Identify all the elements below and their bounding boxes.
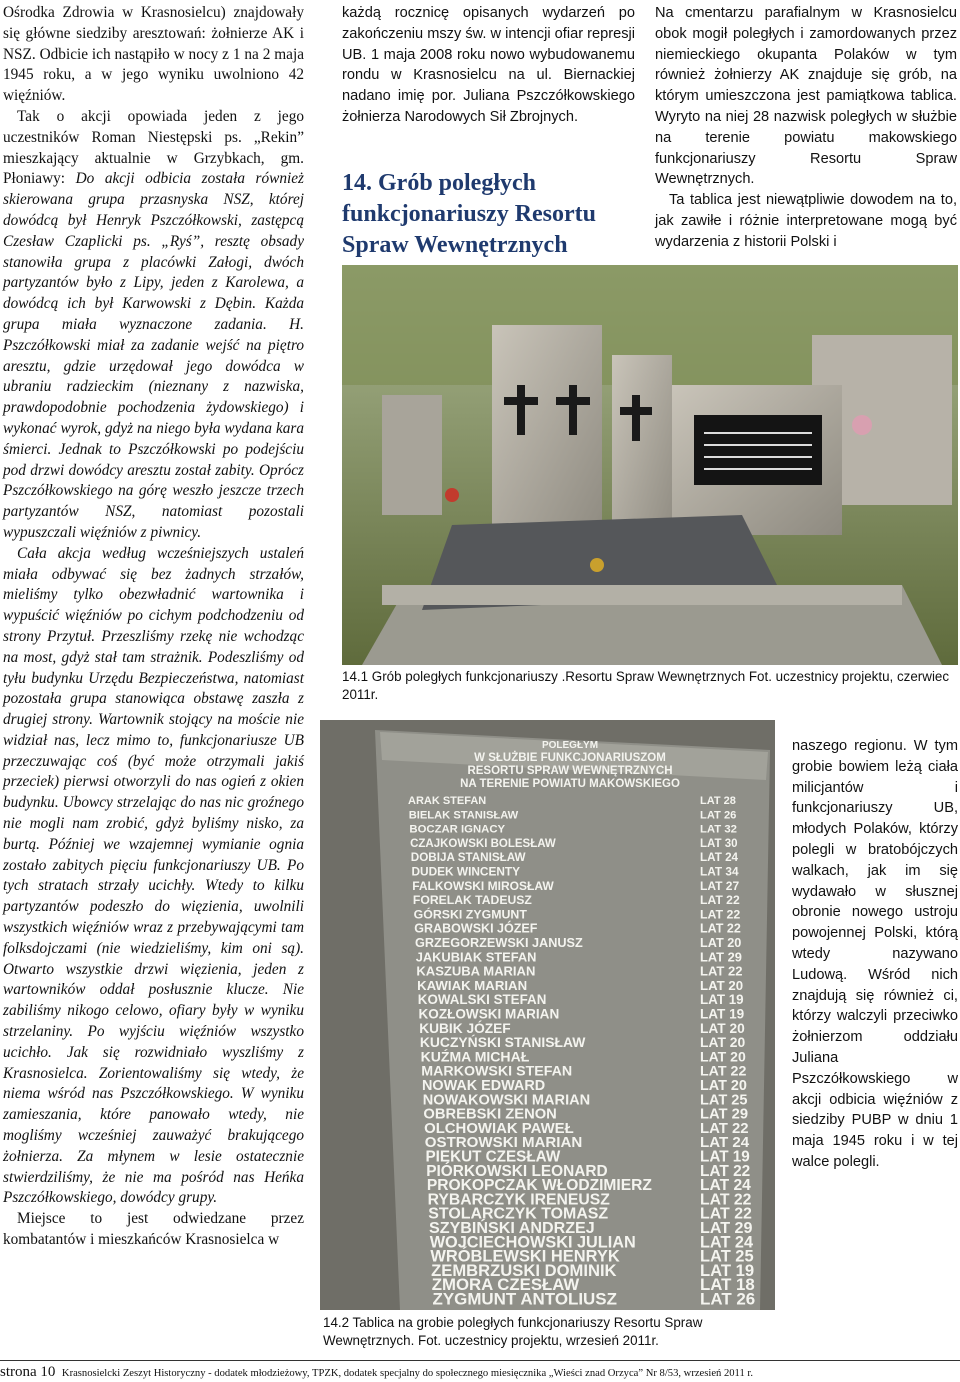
- paragraph: każdą rocznicę opisanych wydarzeń po zakończeniu mszy św. w intencji ofiar represji UB. 1 maja 2008 roku nowo wybudowanemu rondu w Krasnosielcu na ul. Biernackiej nadano imię por. Juliana Pszczółkowskiego żołnierza Narodowych Sił Zbrojnych.: [342, 5, 635, 125]
- plaque-name: WOJCIECHOWSKI JULIAN: [429, 1233, 636, 1252]
- plaque-age: LAT 20: [700, 1078, 747, 1094]
- plaque-age: LAT 25: [700, 1092, 748, 1109]
- plaque-name: ZYGMUNT ANTOLIUSZ: [432, 1289, 617, 1309]
- plaque-name: PROKOPCZAK WŁODZIMIERZ: [426, 1177, 652, 1195]
- plaque-age: LAT 27: [700, 878, 740, 893]
- testimony-intro: Tak o akcji opowiada jeden z jego uczestników Roman Niestępski ps. „Rekin” mieszkający aktualnie w Grzybkach, gm. Płoniawy:: [3, 107, 304, 188]
- paragraph-testimony: [3, 107, 304, 544]
- plaque-age: LAT 18: [700, 1275, 755, 1295]
- plaque-name: SZYBIŃSKI ANDRZEJ: [429, 1219, 595, 1237]
- plaque-age: LAT 29: [700, 949, 742, 965]
- plaque-name: OSTROWSKI MARIAN: [424, 1134, 583, 1152]
- article-column-left: [3, 3, 304, 1251]
- plaque-age: LAT 22: [700, 1205, 752, 1223]
- plaque-name: DUDEK WINCENTY: [411, 864, 521, 879]
- plaque-name: NOWAK EDWARD: [422, 1078, 546, 1094]
- plaque-name: JAKUBIAK STEFAN: [415, 949, 537, 965]
- plaque-name: WRÓBLEWSKI HENRYK: [430, 1247, 620, 1266]
- plaque-name: KUCZYŃSKI STANISŁAW: [419, 1034, 586, 1051]
- plaque-age: LAT 22: [700, 921, 741, 936]
- plaque-name: BOCZAR IGNACY: [409, 823, 506, 836]
- plaque-age: LAT 20: [700, 977, 744, 993]
- plaque-name: KASZUBA MARIAN: [416, 963, 536, 979]
- plaque-name: GRABOWSKI JÓZEF: [414, 921, 538, 936]
- testimony-quote: Do akcji odbicia została również skierowana grupa przasnyska NSZ, której dowódcą był Henryk Pszczółkowski, zastępcą Czesław Czaplicki ps. „Ryś”, resztę obsady stanowiła grupa z placówki Załogi, dwóch partyzantów było z Lipy, jeden z Karolewa, a dowódcą ich był Karwowski z Dębin. Każda grupa miała wyznaczone zadania. H. Pszczółkowski miał za zadanie wejść na piętro aresztu, gdzie urzędował jego dowódca w ubraniu radzieckim (nieznany z nazwiska, prawdopodobnie pochodzenia żydowskiego) i wykonać wyrok, gdyż na niego była wydana kara śmierci. Jednak to Pszczółkowski po podejściu pod drzwi dowódcy aresztu został zabity. Oprócz Pszczółkowskiego na górę weszło jeszcze trzech partyzantów NSZ, natomiast pozostali wypuszczali więźniów z piwnicy.: [3, 170, 304, 541]
- plaque-name: PIÓRKOWSKI LEONARD: [426, 1162, 608, 1180]
- paragraph: Na cmentarzu parafialnym w Krasnosielcu obok mogił poległych i zamordowanych przez niemieckiego okupanta Polaków w tym również żołnierzy AK znajduje się grób, na którym umieszczona jest pamiątkowa tablica. Wyryto na niej 28 nazwisk poległych w służbie na terenie powiatu makowskiego funkcjonariuszy Resortu Spraw Wewnętrznych.: [655, 5, 957, 188]
- plaque-header-line: W SŁUŻBIE FUNKCJONARIUSZOM: [474, 752, 666, 764]
- plaque-illustration: [320, 720, 775, 1310]
- plaque-name: OLCHOWIAK PAWEŁ: [424, 1120, 574, 1137]
- plaque-age: LAT 26: [700, 809, 737, 822]
- heading-line: Spraw Wewnętrznych: [342, 232, 568, 258]
- article-column-middle: [342, 3, 635, 128]
- plaque-name: KOZŁOWSKI MARIAN: [418, 1006, 560, 1022]
- plaque-age: LAT 22: [700, 893, 740, 908]
- section-heading: [342, 168, 642, 261]
- plaque-age: LAT 22: [700, 1162, 751, 1180]
- paragraph: naszego regionu. W tym grobie bowiem leżą ciała milicjantów i funkcjonariuszy UB, młodych Polaków, którzy polegli w bratobójczych walkach, jak im się wydawało w słusznej obronie nowego ustroju powojennej Polski, którą wtedy nazywano Ludową. Wśród nich znajdują się również ci, którzy walczyli przeciwko żołnierzom oddziału Juliana Pszczółkowskiego w akcji odbicia więźniów z siedziby PUBP w dniu 1 maja 1945 roku i w tej walce polegli.: [792, 738, 958, 1170]
- testimony-quote-continued: Cała akcja według wcześniejszych ustaleń miała odbywać się bez żadnych strzałów, mieliśmy tylko obezwładnić wartownika i wypuścić więźniów po cichym podchodzeniu od strony Przytuł. Przeszliśmy rzekę nie wchodząc na most, gdyż stał tam strażnik. Podeszliśmy od tyłu budynku Urzędu Bezpieczeństwa, natomiast pozostała grupa stanowiąca obstawę zaszła z drugiej strony. Wartownik stojący na moście nie widział nas, lecz mimo to, funkcjonariusze UB przeczuwając coś (być może otrzymali jakiś przeciek) pierwsi otworzyli do nas ogień z okien budynku. Ubowcy strzelając do nas nic groźnego nie mogli nam zrobić, gdyż byliśmy nisko, za burtą. Później we wzajemnej wymianie ognia zostało zabitych pięciu funkcjonariuszy UB. Po tych stratach strzały ucichły. Wtedy to kilku partyzantów podeszło do więzienia, uwolnili wszystkich więźniów wraz z przebywającymi tam folksdojczami (nie wiedzieliśmy, kim oni są). Otwarto wszystkie drzwi więzienia, jeden z wartowników oddał posłusznie klucze. Nie zabiliśmy nikogo celowo, ofiary były w wyniku strzelaniny. Po wyjściu więźniów wszystko ucichło. Jak się rozwidniało wyszliśmy z Krasnosielca. Zorientowaliśmy się wtedy, że niema wśród nas Pszczółkowskiego. W wyniku zamieszania, które panowało wtedy, nie mogliśmy wcześniej zauważyć brakującego żołnierza. Za młynem w lesie ostatecznie stwierdziliśmy, że nie ma pośród nas Heńka Pszczółkowskiego, dowódcy grupy.: [3, 544, 304, 1207]
- plaque-age: LAT 20: [700, 1034, 746, 1051]
- plaque-age: LAT 32: [700, 823, 737, 836]
- plaque-age: LAT 22: [700, 1063, 747, 1080]
- plaque-age: LAT 22: [700, 907, 741, 922]
- plaque-age: LAT 19: [700, 992, 744, 1008]
- plaque-name: KUŹMA MICHAŁ: [420, 1048, 530, 1065]
- plaque-age: LAT 20: [700, 1048, 746, 1065]
- plaque-age: LAT 24: [700, 1177, 751, 1195]
- plaque-age: LAT 28: [700, 795, 736, 807]
- plaque-name: STOLARCZYK TOMASZ: [428, 1205, 609, 1223]
- plaque-age: LAT 22: [700, 1191, 752, 1209]
- plaque-name: KAWIAK MARIAN: [417, 977, 528, 993]
- plaque-name: CZAJKOWSKI BOLESŁAW: [410, 837, 556, 850]
- article-column-right: [655, 3, 957, 253]
- paragraph: Ośrodka Zdrowia w Krasnosielcu) znajdowały się główne siedziby aresztowań: żołnierze AK i NSZ. Odbicie ich nastąpiło w nocy z 1 na 2 maja 1945 roku, a w jego wyniku uwolniono 42 więźniów.: [3, 4, 304, 105]
- plaque-age: LAT 25: [700, 1247, 754, 1266]
- page-footer: [0, 1360, 960, 1381]
- plaque-header-line: NA TERENIE POWIATU MAKOWSKIEGO: [460, 778, 680, 790]
- plaque-age: LAT 24: [700, 1233, 754, 1252]
- plaque-name: ZEMBRZUSKI DOMINIK: [431, 1260, 617, 1280]
- photo-cemetery-grave: [342, 265, 958, 665]
- grave-photo-illustration: [342, 265, 958, 665]
- plaque-name: OBREBSKI ZENON: [423, 1106, 557, 1123]
- plaque-age: LAT 24: [700, 851, 739, 865]
- heading-line: 14. Grób poległych: [342, 170, 537, 196]
- plaque-name: ARAK STEFAN: [408, 795, 487, 807]
- paragraph: Ta tablica jest niewątpliwie dowodem na to, jak zawiłe i różnie interpretowane mogą być wydarzenia z historii Polski i: [655, 192, 957, 250]
- plaque-age: LAT 34: [700, 864, 739, 879]
- plaque-age: LAT 19: [700, 1006, 745, 1022]
- paragraph-italic: [3, 544, 304, 1210]
- plaque-header-line: RESORTU SPRAW WEWNĘTRZNYCH: [467, 765, 673, 777]
- plaque-name: BIELAK STANISŁAW: [408, 809, 519, 822]
- photo-memorial-plaque: [320, 720, 775, 1310]
- plaque-header-line: POLEGŁYM: [541, 740, 599, 751]
- photo-caption-2: 14.2 Tablica na grobie poległych funkcjonariuszy Resortu Spraw Wewnętrznych. Fot. uczestnicy projektu, wrzesień 2011r.: [323, 1314, 773, 1349]
- plaque-age: LAT 20: [700, 1020, 745, 1036]
- plaque-age: LAT 22: [700, 963, 743, 979]
- plaque-name: DOBIJA STANISŁAW: [410, 851, 526, 865]
- plaque-name: FORELAK TADEUSZ: [412, 893, 532, 908]
- plaque-age: LAT 19: [700, 1260, 755, 1280]
- plaque-name: ZMORA CZESŁAW: [431, 1275, 580, 1295]
- photo-caption-1: 14.1 Grób poległych funkcjonariuszy .Resortu Spraw Wewnętrznych Fot. uczestnicy projektu, czerwiec 2011r.: [342, 668, 954, 703]
- paragraph: Miejsce to jest odwiedzane przez kombatantów i mieszkańców Krasnosielca w: [3, 1210, 304, 1249]
- article-column-narrow: [792, 736, 958, 1173]
- plaque-name: MARKOWSKI STEFAN: [421, 1063, 573, 1080]
- plaque-name: KUBIK JÓZEF: [419, 1020, 511, 1036]
- plaque-age: LAT 24: [700, 1134, 750, 1152]
- plaque-age: LAT 30: [700, 837, 738, 850]
- plaque-age: LAT 29: [700, 1219, 753, 1237]
- plaque-name: KOWALSKI STEFAN: [417, 992, 547, 1008]
- plaque-name: FALKOWSKI MIROSŁAW: [412, 878, 554, 893]
- publication-info: Krasnosielcki Zeszyt Historyczny - dodatek młodzieżowy, TPZK, dodatek specjalny do społecznego miesięcznika „Wieści znad Orzyca” Nr 8/53, wrzesień 2011 r.: [61, 1368, 753, 1379]
- plaque-age: LAT 19: [700, 1148, 750, 1166]
- plaque-name: PIEKUT CZESŁAW: [425, 1148, 561, 1166]
- plaque-name: GÓRSKI ZYGMUNT: [413, 907, 527, 922]
- plaque-age: LAT 20: [700, 936, 742, 950]
- heading-line: funkcjonariuszy Resortu: [342, 201, 597, 227]
- plaque-age: LAT 22: [700, 1120, 749, 1137]
- plaque-age: LAT 29: [700, 1106, 749, 1123]
- plaque-name: RYBARCZYK IRENEUSZ: [427, 1191, 610, 1209]
- plaque-name: NOWAKOWSKI MARIAN: [422, 1092, 591, 1109]
- page-number: strona 10: [0, 1364, 56, 1380]
- plaque-age: LAT 26: [700, 1289, 756, 1309]
- plaque-name: GRZEGORZEWSKI JANUSZ: [415, 936, 583, 950]
